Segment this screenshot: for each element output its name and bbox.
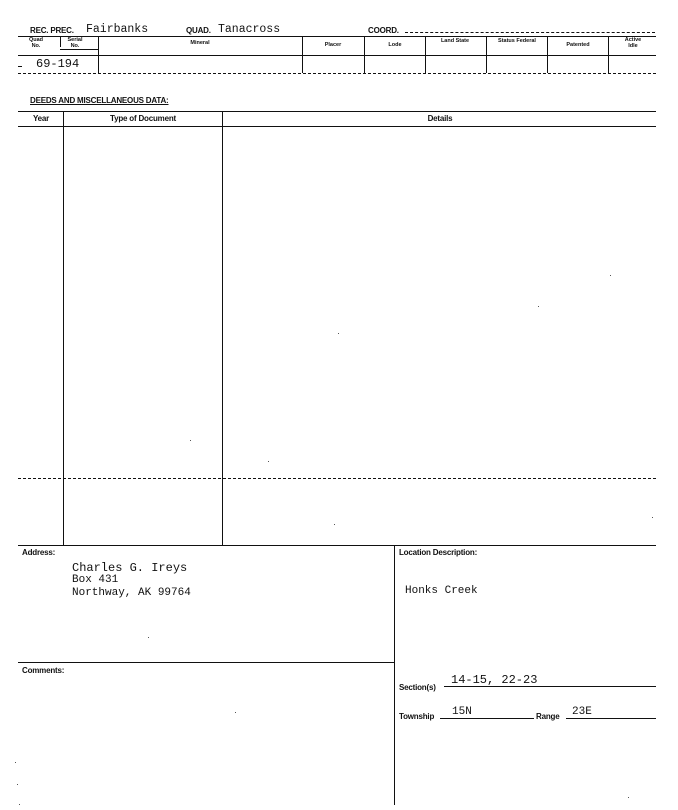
claim-col-divider bbox=[302, 37, 303, 73]
deeds-col-divider bbox=[222, 111, 223, 545]
quad-label: QUAD. bbox=[186, 26, 211, 35]
claim-table-top-rule bbox=[18, 36, 656, 37]
location-description-value[interactable]: Honks Creek bbox=[405, 585, 478, 597]
scan-speck bbox=[628, 797, 629, 798]
address-line-2[interactable]: Box 431 bbox=[72, 574, 119, 586]
deeds-col-type: Type of Document bbox=[110, 114, 176, 123]
scan-speck bbox=[15, 762, 16, 763]
claim-table-bottom-rule bbox=[18, 73, 656, 74]
scan-speck bbox=[235, 712, 236, 713]
rec-prec-value[interactable]: Fairbanks bbox=[86, 23, 149, 36]
address-line-3[interactable]: Northway, AK 99764 bbox=[72, 587, 191, 599]
range-underline bbox=[566, 718, 656, 719]
comments-label: Comments: bbox=[22, 666, 65, 675]
location-description-label: Location Description: bbox=[399, 548, 478, 557]
col-header-placer: Placer bbox=[324, 42, 342, 48]
claim-col-divider bbox=[425, 37, 426, 73]
scan-speck bbox=[17, 784, 18, 785]
comments-top-rule bbox=[18, 662, 394, 663]
sections-label: Section(s) bbox=[399, 683, 436, 692]
deeds-dashed-rule bbox=[18, 478, 656, 479]
township-label: Township bbox=[399, 712, 435, 721]
deeds-header-rule bbox=[18, 126, 656, 127]
col-header-mineral: Mineral bbox=[190, 40, 210, 46]
serial-no-value[interactable]: 69-194 bbox=[36, 57, 80, 71]
dash-mark bbox=[18, 66, 22, 67]
claim-col-divider bbox=[547, 37, 548, 73]
rec-prec-label: REC. PREC. bbox=[30, 26, 74, 35]
scan-speck bbox=[190, 440, 191, 441]
col-header-serial-no: Serial No. bbox=[67, 37, 83, 49]
col-header-lode: Lode bbox=[388, 42, 402, 48]
address-top-rule bbox=[18, 545, 656, 546]
coord-dashed-line bbox=[405, 32, 655, 33]
address-label: Address: bbox=[22, 548, 56, 557]
deeds-section-title: DEEDS AND MISCELLANEOUS DATA: bbox=[30, 96, 169, 105]
col-header-status-federal: Status Federal bbox=[498, 38, 536, 44]
range-value[interactable]: 23E bbox=[572, 706, 592, 718]
claim-col-divider bbox=[98, 37, 99, 73]
col-header-land-state: Land State bbox=[440, 38, 470, 44]
scan-speck bbox=[19, 804, 20, 805]
scan-speck bbox=[268, 461, 269, 462]
col-header-active-idle: Active Idle bbox=[624, 37, 642, 49]
township-underline bbox=[440, 718, 534, 719]
claim-col-divider bbox=[364, 37, 365, 73]
col-header-quad-no: Quad No. bbox=[28, 37, 44, 49]
claim-table-header-rule bbox=[60, 49, 98, 50]
deeds-col-year: Year bbox=[32, 114, 50, 123]
coord-label: COORD. bbox=[368, 26, 399, 35]
claim-table-header-rule bbox=[18, 55, 656, 56]
scan-speck bbox=[148, 637, 149, 638]
scan-speck bbox=[338, 333, 339, 334]
claim-col-divider bbox=[486, 37, 487, 73]
deeds-top-rule bbox=[18, 111, 656, 112]
claim-col-divider bbox=[608, 37, 609, 73]
scan-speck bbox=[652, 517, 653, 518]
deeds-col-divider bbox=[63, 111, 64, 545]
address-location-divider bbox=[394, 545, 395, 805]
deeds-col-details: Details bbox=[427, 114, 453, 123]
scan-speck bbox=[610, 275, 611, 276]
sections-underline bbox=[444, 686, 656, 687]
claim-col-divider bbox=[60, 37, 61, 47]
sections-value[interactable]: 14-15, 22-23 bbox=[451, 673, 538, 687]
range-label: Range bbox=[536, 712, 560, 721]
col-header-patented: Patented bbox=[566, 42, 590, 48]
address-line-1[interactable]: Charles G. Ireys bbox=[72, 561, 188, 575]
scan-speck bbox=[538, 306, 539, 307]
scan-speck bbox=[334, 524, 335, 525]
quad-value[interactable]: Tanacross bbox=[218, 23, 281, 36]
township-value[interactable]: 15N bbox=[452, 706, 472, 718]
